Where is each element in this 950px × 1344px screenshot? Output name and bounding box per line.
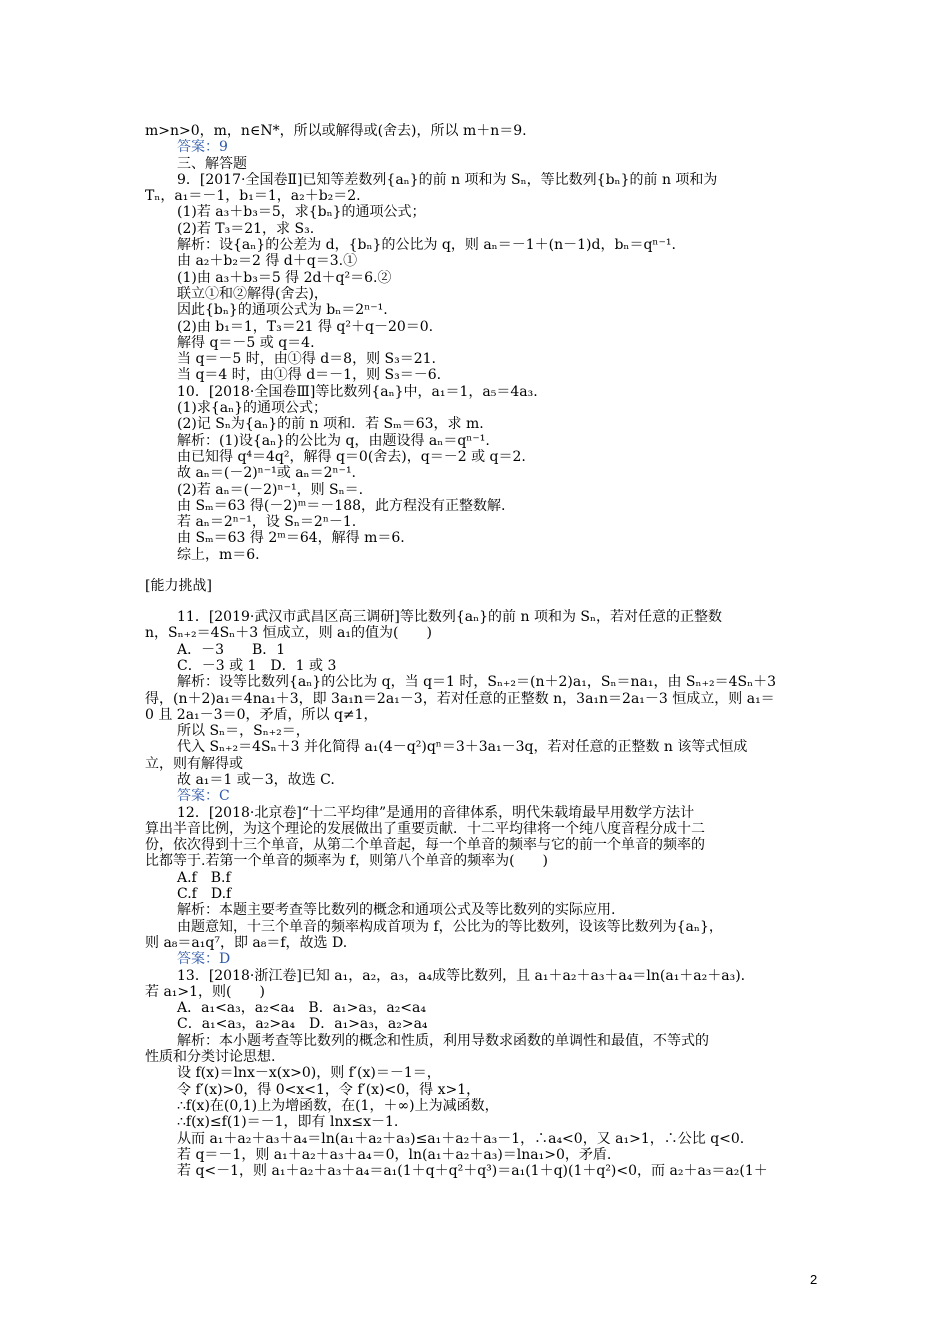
- text-line: 答案：9: [177, 139, 228, 156]
- text-line: A．a₁<a₃，a₂<a₄ B．a₁>a₃，a₂<a₄: [177, 1000, 426, 1017]
- text-line: 9．[2017·全国卷Ⅱ]已知等差数列{aₙ}的前 n 项和为 Sₙ，等比数列{bₙ}的前 n 项和为: [177, 171, 718, 188]
- text-line: 性质和分类讨论思想.: [145, 1049, 276, 1066]
- text-line: 所以 Sₙ＝，Sₙ₊₂＝，: [177, 723, 310, 740]
- text-line: 若 q＝－1，则 a₁＋a₂＋a₃＋a₄＝0，ln(a₁＋a₂＋a₃)＝lna₁>0，矛盾.: [177, 1146, 612, 1163]
- text-line: 若 q<－1，则 a₁＋a₂＋a₃＋a₄＝a₁(1＋q＋q²＋q³)＝a₁(1＋q)(1＋q²)<0，而 a₂＋a₃＝a₂(1＋: [177, 1163, 768, 1180]
- text-line: 由 a₂＋b₂＝2 得 d＋q＝3.①: [177, 253, 358, 270]
- text-line: 解析：设{aₙ}的公差为 d，{bₙ}的公比为 q，则 aₙ＝－1＋(n－1)d，bₙ＝qⁿ⁻¹.: [177, 237, 676, 254]
- document-body: [145, 123, 810, 1179]
- text-line: ∴f(x)在(0,1)上为增函数，在(1，＋∞)上为减函数，: [177, 1097, 499, 1114]
- text-line: 11．[2019·武汉市武昌区高三调研]等比数列{aₙ}的前 n 项和为 Sₙ，若对任意的正整数: [177, 609, 723, 626]
- text-line: (1)由 a₃＋b₃＝5 得 2d＋q²＝6.②: [177, 269, 392, 286]
- text-line: 由已知得 q⁴＝4q²，解得 q＝0(舍去)，q＝－2 或 q＝2.: [177, 448, 526, 465]
- text-line: 联立①和②解得(舍去)，: [177, 285, 328, 302]
- text-line: C．a₁<a₃，a₂>a₄ D．a₁>a₃，a₂>a₄: [177, 1016, 428, 1033]
- text-line: 份，依次得到十三个单音，从第二个单音起，每一个单音的频率与它的前一个单音的频率的: [145, 837, 705, 854]
- text-line: (2)若 aₙ＝(－2)ⁿ⁻¹，则 Sₙ＝.: [177, 481, 364, 498]
- text-line: 13．[2018·浙江卷]已知 a₁，a₂，a₃，a₄成等比数列，且 a₁＋a₂＋a₃＋a₄＝ln(a₁＋a₂＋a₃).: [177, 967, 746, 984]
- text-line: m>n>0，m，n∈N*，所以或解得或(舍去)，所以 m＋n＝9.: [145, 123, 527, 139]
- text-line: 10．[2018·全国卷Ⅲ]等比数列{aₙ}中，a₁＝1，a₅＝4a₃.: [177, 383, 538, 400]
- text-line: 解析：本小题考查等比数列的概念和性质，利用导数求函数的单调性和最值，不等式的: [177, 1032, 709, 1049]
- text-line: 综上，m＝6.: [177, 546, 260, 563]
- text-line: (2)若 T₃＝21，求 S₃.: [177, 220, 315, 237]
- text-line: 得，(n＋2)a₁＝4na₁＋3，即 3a₁n＝2a₁－3，若对任意的正整数 n，3a₁n＝2a₁－3 恒成立，则 a₁＝: [145, 690, 775, 707]
- text-line: (1)若 a₃＋b₃＝5，求{bₙ}的通项公式；: [177, 204, 426, 221]
- text-line: Tₙ，a₁＝－1，b₁＝1，a₂＋b₂＝2.: [145, 188, 361, 205]
- text-line: 则 a₈＝a₁q⁷，即 a₈＝f，故选 D.: [145, 934, 348, 951]
- text-line: n，Sₙ₊₂＝4Sₙ＋3 恒成立，则 a₁的值为( ): [145, 625, 432, 642]
- text-line: 0 且 2a₁－3＝0，矛盾，所以 q≠1，: [145, 706, 378, 723]
- text-line: 从而 a₁＋a₂＋a₃＋a₄＝ln(a₁＋a₂＋a₃)≤a₁＋a₂＋a₃－1，∴a₄<0，又 a₁>1，∴公比 q<0.: [177, 1130, 745, 1147]
- section-heading: [能力挑战]: [145, 578, 212, 595]
- text-line: A.f B.f: [177, 869, 231, 886]
- text-line: 当 q＝－5 时，由①得 d＝8，则 S₃＝21.: [177, 351, 437, 368]
- text-line: 解析：本题主要考查等比数列的概念和通项公式及等比数列的实际应用.: [177, 902, 616, 919]
- text-line: 令 f′(x)>0，得 0<x<1，令 f′(x)<0，得 x>1，: [177, 1081, 481, 1098]
- text-line: 解得 q＝－5 或 q＝4.: [177, 334, 315, 351]
- text-line: (1)求{aₙ}的通项公式；: [177, 400, 328, 417]
- text-line: 12．[2018·北京卷]“十二平均律”是通用的音律体系，明代朱载堉最早用数学方法计: [177, 804, 695, 821]
- solutions-section: [145, 123, 810, 563]
- text-line: 立，则有解得或: [145, 755, 243, 772]
- text-line: 由 Sₘ＝63 得(－2)ᵐ＝－188，此方程没有正整数解.: [177, 497, 506, 514]
- text-line: 故 a₁＝1 或－3，故选 C.: [177, 771, 335, 788]
- text-line: 答案：D: [177, 951, 231, 968]
- text-line: 由题意知，十三个单音的频率构成首项为 f，公比为的等比数列，设该等比数列为{aₙ}，: [177, 918, 723, 935]
- text-line: 答案：C: [177, 788, 230, 805]
- text-line: 设 f(x)＝lnx－x(x>0)，则 f′(x)＝－1＝，: [177, 1065, 441, 1082]
- text-line: 故 aₙ＝(－2)ⁿ⁻¹或 aₙ＝2ⁿ⁻¹.: [177, 465, 357, 482]
- text-line: 由 Sₘ＝63 得 2ᵐ＝64，解得 m＝6.: [177, 530, 405, 547]
- text-line: (2)记 Sₙ为{aₙ}的前 n 项和．若 Sₘ＝63，求 m.: [177, 416, 484, 433]
- text-line: 代入 Sₙ₊₂＝4Sₙ＋3 并化简得 a₁(4－q²)qⁿ＝3＋3a₁－3q，若对任意的正整数 n 该等式恒成: [177, 739, 748, 756]
- text-line: ∴f(x)≤f(1)＝－1，即有 lnx≤x－1.: [177, 1114, 399, 1131]
- page-number: 2: [810, 1272, 818, 1287]
- text-line: 解析：(1)设{aₙ}的公比为 q，由题设得 aₙ＝qⁿ⁻¹.: [177, 432, 490, 449]
- text-line: 三、解答题: [177, 155, 247, 172]
- text-line: C．－3 或 1 D．1 或 3: [177, 657, 337, 674]
- text-line: 当 q＝4 时，由①得 d＝－1，则 S₃＝－6.: [177, 367, 442, 384]
- text-line: 比都等于.若第一个单音的频率为 f，则第八个单音的频率为( ): [145, 853, 549, 870]
- text-line: 解析：设等比数列{aₙ}的公比为 q，当 q＝1 时，Sₙ₊₂＝(n＋2)a₁，Sₙ＝na₁，由 Sₙ₊₂＝4Sₙ＋3: [177, 674, 777, 691]
- text-line: 因此{bₙ}的通项公式为 bₙ＝2ⁿ⁻¹.: [177, 302, 388, 319]
- text-line: C.f D.f: [177, 886, 232, 903]
- text-line: 算出半音比例，为这个理论的发展做出了重要贡献．十二平均律将一个纯八度音程分成十二: [145, 820, 705, 837]
- text-line: 若 aₙ＝2ⁿ⁻¹，设 Sₙ＝2ⁿ－1.: [177, 514, 357, 531]
- text-line: 若 a₁>1，则( ): [145, 983, 265, 1000]
- text-line: A．－3 B．1: [177, 641, 286, 658]
- ability-challenge-section: [145, 609, 810, 1179]
- text-line: (2)由 b₁＝1，T₃＝21 得 q²＋q－20＝0.: [177, 318, 434, 335]
